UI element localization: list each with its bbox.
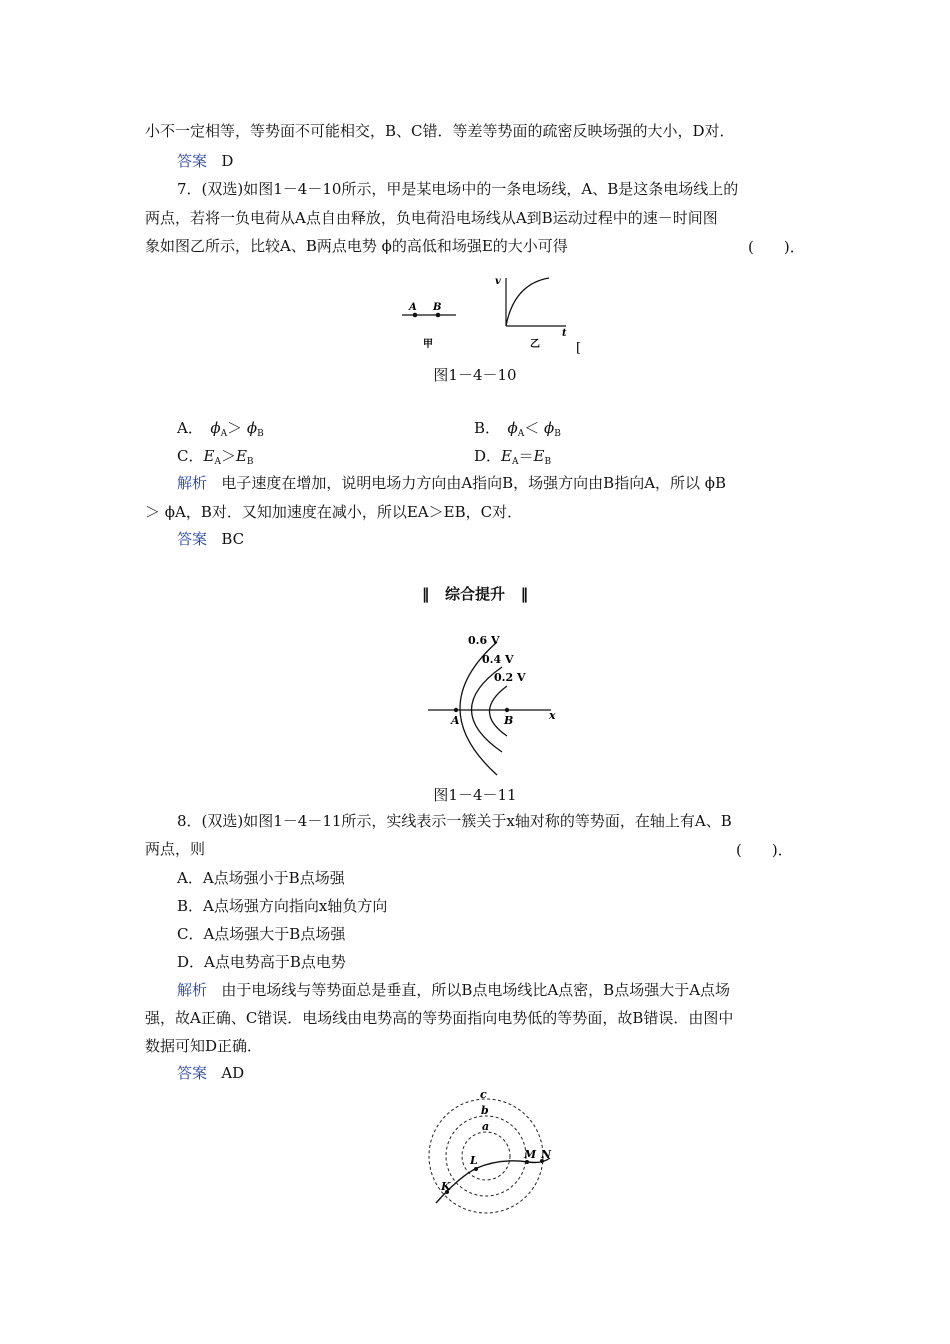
point-b-label: B — [504, 714, 514, 727]
figure-1-4-11 — [425, 630, 585, 780]
equipotential-0.2v — [490, 686, 508, 736]
answer-line — [177, 529, 244, 549]
answer-label: 答案 — [177, 152, 208, 170]
option-c: C．A点场强大于B点场强 — [177, 925, 346, 943]
section-title: 综合提升 — [444, 585, 505, 603]
point-b-dot — [505, 708, 509, 712]
label-a: a — [482, 1120, 490, 1133]
fig-yi-label: 乙 — [530, 339, 540, 350]
question-8-line-1: 8．(双选)如图1－4－11所示，实线表示一簇关于x轴对称的等势面，在轴上有A、B — [177, 812, 732, 830]
section-mark-right: ‖ — [520, 585, 529, 603]
answer-value: AD — [221, 1064, 245, 1082]
option-d: D．$E_A=E_B$ — [474, 447, 552, 467]
option-a: A． $\phi_A> \phi_B$ — [177, 419, 264, 439]
explanation-label: 解析 — [177, 981, 208, 999]
answer-line — [177, 1063, 244, 1083]
explanation-label: 解析 — [177, 474, 208, 492]
label-0.4v: 0.4 V — [482, 653, 514, 666]
stray-bracket: [ — [576, 341, 582, 356]
explanation-7-text-1: 电子速度在增加，说明电场力方向由A指向B，场强方向由B指向A，所以 ϕB — [221, 474, 727, 492]
figure-1-4-10-caption: 图1－4－10 — [433, 366, 517, 384]
section-mark-left: ‖ — [421, 585, 430, 603]
label-l: L — [470, 1154, 478, 1167]
label-b: b — [481, 1104, 489, 1117]
answer-line — [177, 151, 233, 171]
explanation-7-line-1 — [177, 473, 726, 493]
explanation-8-line-2: 强，故A正确、C错误．电场线由电势高的等势面指向电势低的等势面，故B错误．由图中 — [145, 1009, 734, 1027]
option-d: D．A点电势高于B点电势 — [177, 953, 346, 971]
answer-paren: ( )． — [736, 841, 793, 859]
label-0.2v: 0.2 V — [494, 671, 526, 684]
vt-curve — [506, 278, 549, 326]
question-7-line-3: 象如图乙所示，比较A、B两点电势 ϕ的高低和场强E的大小可得 — [145, 237, 568, 255]
label-c: c — [480, 1088, 487, 1101]
figure-1-4-11-caption: 图1－4－11 — [433, 786, 517, 804]
figure-concentric-circles — [422, 1088, 582, 1228]
question-8-line-2: 两点，则 — [145, 840, 206, 858]
point-a-dot — [454, 708, 458, 712]
point-l-dot — [474, 1167, 478, 1171]
point-b-dot — [436, 313, 441, 318]
answer-label: 答案 — [177, 1064, 208, 1082]
t-axis-label: t — [562, 328, 567, 339]
point-a-dot — [413, 313, 418, 318]
label-m: M — [524, 1148, 537, 1161]
answer-paren: ( )． — [748, 238, 805, 256]
option-b: B． $\phi_A< \phi_B$ — [474, 419, 561, 439]
question-7-line-2: 两点，若将一负电荷从A点自由释放，负电荷沿电场线从A到B运动过程中的速－时间图 — [145, 209, 718, 227]
point-a-label: A — [409, 302, 417, 313]
question-7-line-1: 7．(双选)如图1－4－10所示，甲是某电场中的一条电场线，A、B是这条电场线上的 — [177, 180, 739, 198]
section-header — [0, 583, 950, 604]
answer-value: D — [221, 152, 234, 170]
answer-label: 答案 — [177, 530, 208, 548]
trajectory — [436, 1158, 550, 1203]
label-n: N — [541, 1148, 552, 1161]
explanation-8-line-3: 数据可知D正确． — [145, 1037, 263, 1055]
label-0.6v: 0.6 V — [468, 634, 500, 647]
fig-jia-label: 甲 — [423, 339, 433, 350]
option-b: B．A点场强方向指向x轴负方向 — [177, 897, 388, 915]
explanation-8-line-1 — [177, 980, 730, 1000]
v-axis-label: v — [495, 276, 501, 287]
explanation-8-text-1: 由于电场线与等势面总是垂直，所以B点电场线比A点密，B点场强大于A点场 — [221, 981, 731, 999]
x-axis-label: x — [549, 709, 556, 722]
label-k: K — [441, 1180, 451, 1193]
point-a-label: A — [451, 714, 460, 727]
answer-value: BC — [221, 530, 245, 548]
option-c: C．$E_A>E_B$ — [177, 447, 254, 467]
point-b-label: B — [433, 302, 442, 313]
option-a: A．A点场强小于B点场强 — [177, 869, 345, 887]
paragraph-line: 小不一定相等，等势面不可能相交，B、C错．等差等势面的疏密反映场强的大小，D对． — [145, 122, 735, 140]
figure-1-4-10 — [400, 270, 600, 356]
explanation-7-line-2: ＞ ϕA，B对．又知加速度在减小，所以EA＞EB，C对． — [145, 503, 523, 521]
